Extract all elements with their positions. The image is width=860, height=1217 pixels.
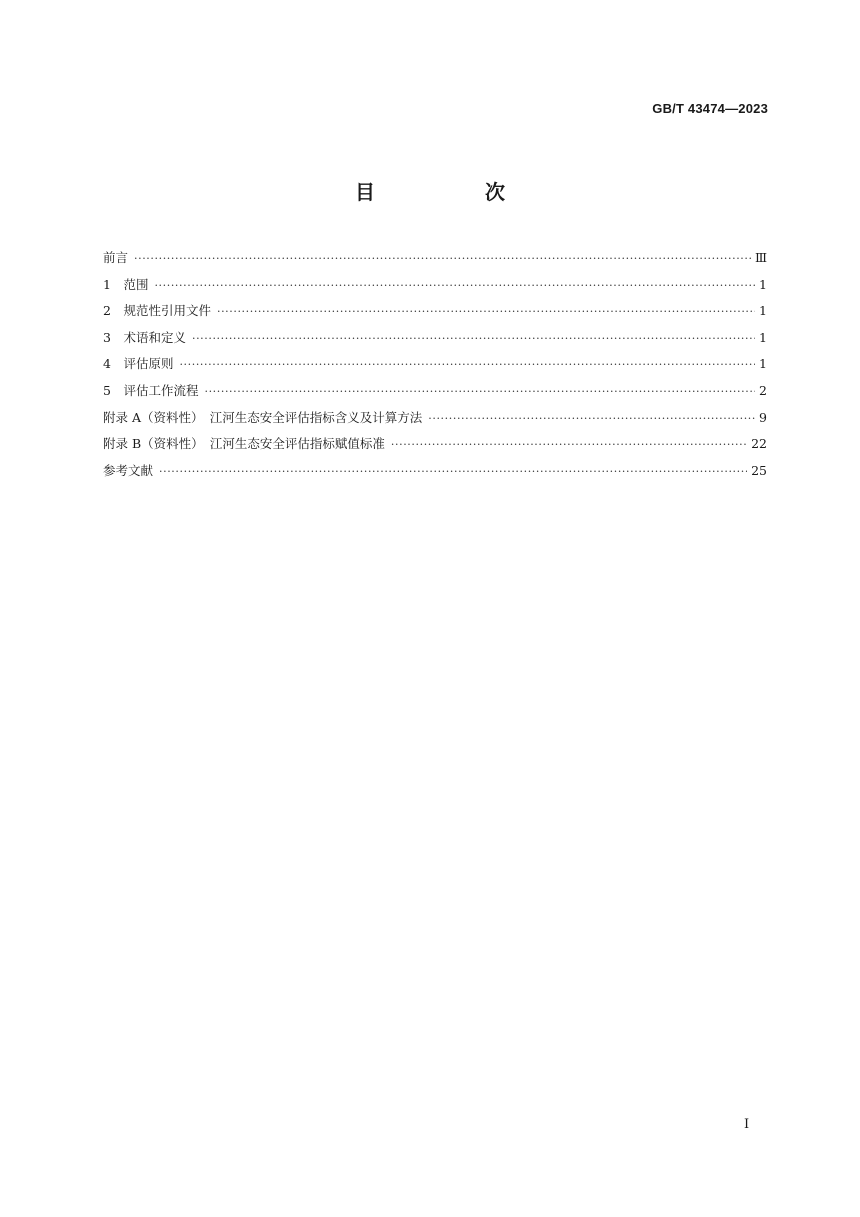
toc-entry-terms-definitions[interactable] (103, 325, 767, 352)
page-title: 目 次 (355, 180, 550, 204)
toc-entry-page: 1 (759, 276, 767, 292)
toc-entry-page: 22 (751, 436, 767, 452)
toc-entry-page: 2 (759, 382, 767, 398)
toc-leader-dots (217, 299, 755, 326)
toc-entry-annex-b[interactable] (103, 431, 767, 458)
page-number: Ⅰ (744, 1117, 750, 1132)
toc-entry-text: 3 术语和定义 (103, 329, 186, 345)
toc-entry-foreword[interactable] (103, 245, 767, 272)
toc-entry-text: 2 规范性引用文件 (103, 303, 211, 319)
toc-entry-page: 1 (759, 303, 767, 319)
toc-entry-annex-a[interactable] (103, 405, 767, 432)
toc-leader-dots (179, 352, 755, 379)
toc-entry-text: 1 范围 (103, 276, 149, 292)
table-of-contents (103, 245, 767, 484)
toc-leader-dots (134, 246, 751, 273)
toc-entry-text: 附录 A（资料性） 江河生态安全评估指标含义及计算方法 (103, 409, 423, 425)
toc-leader-dots (159, 459, 747, 486)
toc-entry-page: 9 (759, 409, 767, 425)
toc-entry-text: 4 评估原则 (103, 356, 174, 372)
toc-entry-page: 1 (759, 356, 767, 372)
toc-leader-dots (428, 406, 755, 433)
toc-entry-text: 5 评估工作流程 (103, 382, 199, 398)
toc-entry-normative-references[interactable] (103, 298, 767, 325)
toc-leader-dots (192, 326, 755, 353)
toc-entry-text: 前言 (103, 250, 129, 265)
toc-leader-dots (204, 379, 755, 406)
toc-entry-text: 附录 B（资料性） 江河生态安全评估指标赋值标准 (103, 436, 385, 452)
toc-entry-workflow[interactable] (103, 378, 767, 405)
toc-entry-principles[interactable] (103, 351, 767, 378)
toc-leader-dots (391, 432, 747, 459)
toc-entry-scope[interactable] (103, 272, 767, 299)
toc-entry-page: 25 (751, 462, 767, 478)
toc-entry-text: 参考文献 (103, 462, 154, 478)
toc-entry-page: Ⅲ (754, 250, 767, 265)
standard-number: GB/T 43474—2023 (652, 101, 768, 116)
toc-entry-page: 1 (759, 329, 767, 345)
toc-leader-dots (154, 273, 755, 300)
toc-entry-bibliography[interactable] (103, 458, 767, 485)
